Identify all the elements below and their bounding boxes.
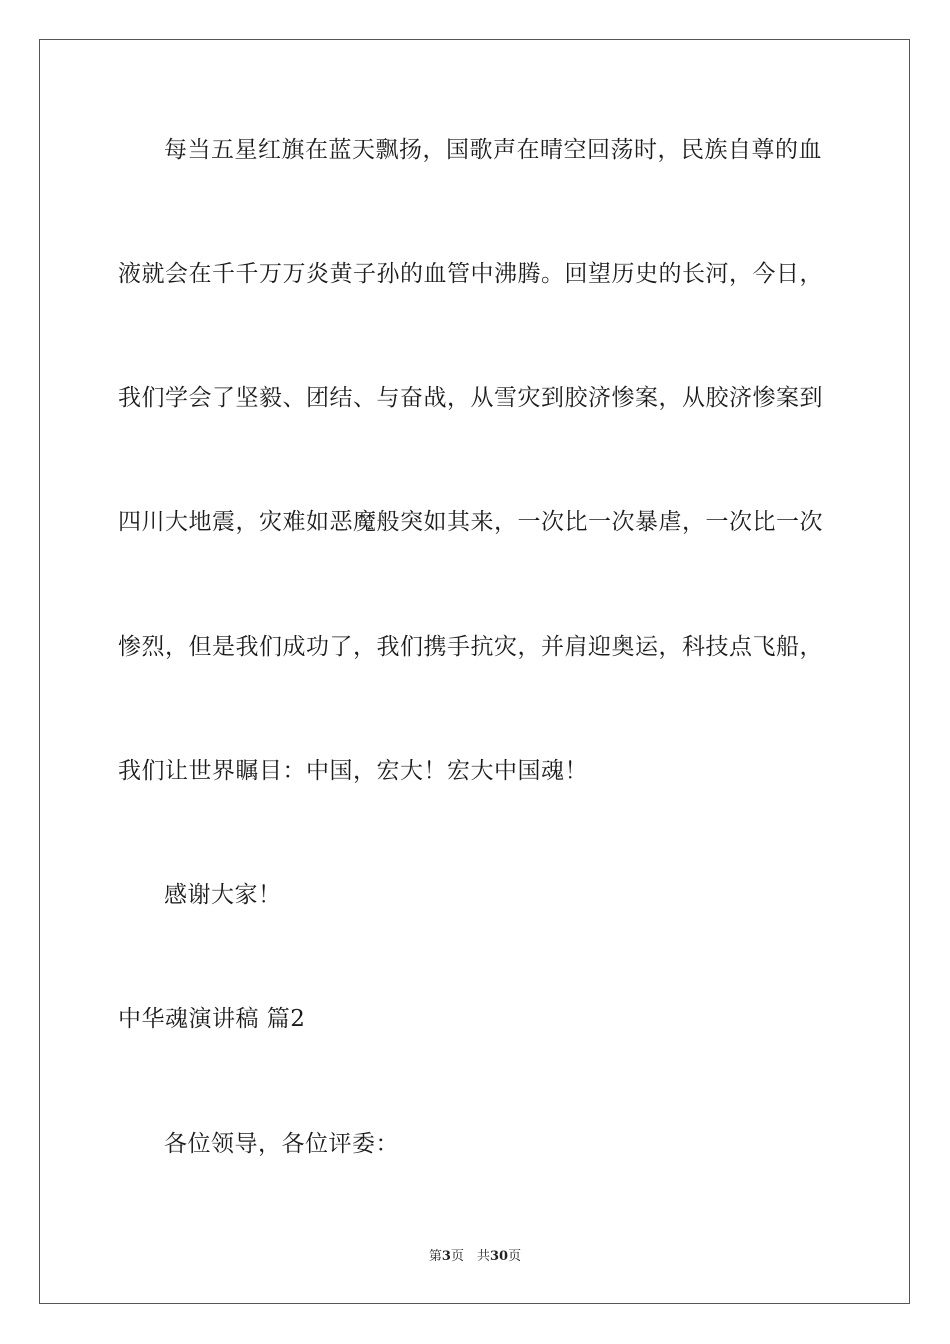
footer-suffix: 页 — [508, 1249, 522, 1264]
current-page-number: 3 — [441, 1249, 451, 1264]
thanks-line: 感谢大家！ — [164, 882, 282, 908]
body-line-4: 四川大地震，灾难如恶魔般突如其来，一次比一次暴虐，一次比一次 — [118, 509, 823, 535]
page-border — [39, 39, 910, 1304]
total-page-number: 30 — [489, 1249, 509, 1264]
body-line-1: 每当五星红旗在蓝天飘扬，国歌声在晴空回荡时，民族自尊的血 — [164, 137, 822, 163]
body-line-6: 我们让世界瞩目：中国，宏大！宏大中国魂！ — [118, 758, 588, 784]
footer-middle: 页 共 — [450, 1249, 490, 1264]
body-line-2: 液就会在千千万万炎黄子孙的血管中沸腾。回望历史的长河，今日， — [118, 261, 823, 287]
page-footer — [0, 1248, 950, 1266]
greeting-line: 各位领导，各位评委： — [164, 1131, 399, 1157]
section-title: 中华魂演讲稿 篇2 — [118, 1006, 306, 1032]
body-line-3: 我们学会了坚毅、团结、与奋战，从雪灾到胶济惨案，从胶济惨案到 — [118, 385, 823, 411]
footer-prefix: 第 — [428, 1249, 442, 1264]
body-line-5: 惨烈，但是我们成功了，我们携手抗灾，并肩迎奥运，科技点飞船， — [118, 634, 823, 660]
